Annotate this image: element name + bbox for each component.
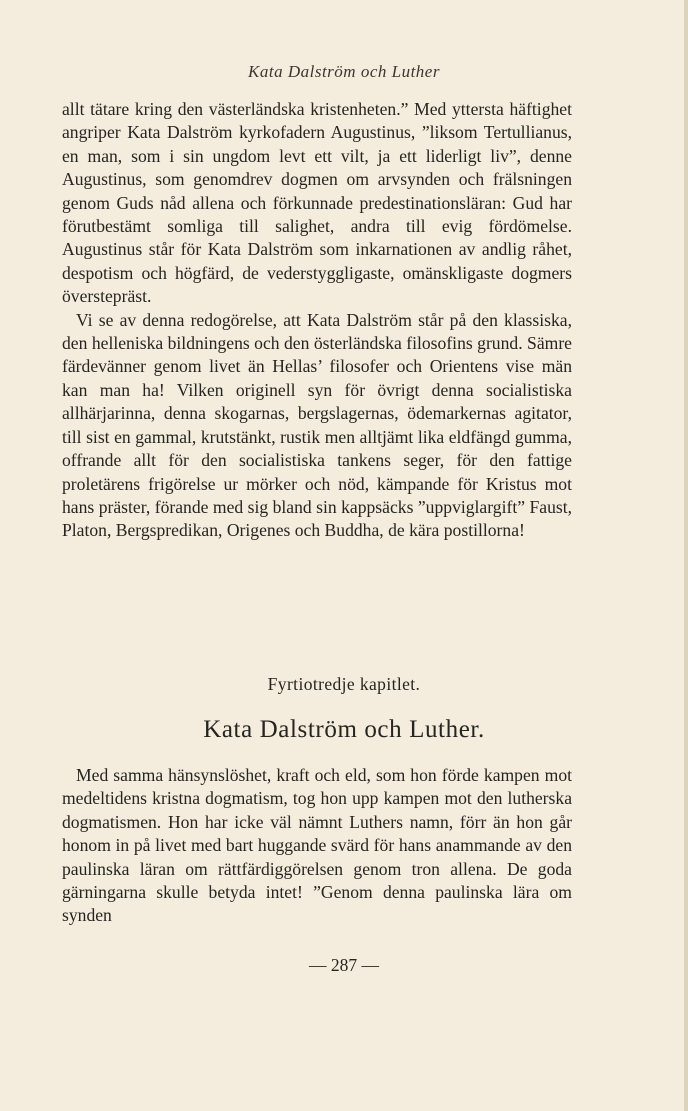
body-text-top <box>62 98 572 543</box>
page-number: — 287 — <box>309 955 379 975</box>
paragraph-chapter-1: Med samma hänsynslöshet, kraft och eld, som hon förde kampen mot medeltidens kristna dogmatism, tog hon upp kampen mot den lutherska dogmatismen. Hon har icke väl nämnt Luthers namn, förr än hon går honom in på livet med bart huggande svärd för hans anammande av den paulinska läran om rättfärdiggörelsen genom tron allena. De goda gärningarna skulle betyda intet! ”Genom denna paulinska lära om synden <box>62 765 572 926</box>
chapter-number: Fyrtiotredje kapitlet. <box>267 674 421 694</box>
running-head: Kata Dalström och Luther <box>248 62 440 81</box>
page-edge <box>684 0 688 1111</box>
body-text-chapter <box>62 764 572 928</box>
paragraph-2: Vi se av denna redogörelse, att Kata Dalström står på den klassiska, den helleniska bildningens och den österländska filosofins grund. Sämre färdevänner genom livet än Hellas’ filosofer och Orientens vise män kan man ha! Vilken originell syn för övrigt denna socialistiska allhärjarinna, denna skogarnas, bergslagernas, ödemarkernas agitator, till sist en gammal, krutstänkt, rustik men alltjämt lika eldfängd gumma, offrande allt för den socialistiska tankens seger, för den fattige proletärens frigörelse ur mörker och nöd, kämpande för Kristus mot hans präster, förande med sig bland sin kappsäcks ”uppviglargift” Faust, Platon, Bergspredikan, Origenes och Buddha, de kära postillorna! <box>62 309 572 541</box>
chapter-title: Kata Dalström och Luther. <box>203 716 485 743</box>
paragraph-1: allt tätare kring den västerländska kristenheten.” Med yttersta häftighet angriper Kata Dalström kyrkofadern Augustinus, ”liksom Tertullianus, en man, som i sin ungdom levt ett vilt, ja ett liderligt liv”, denne Augustinus, som genomdrev dogmen om arvsynden och frälsningen genom Guds nåd allena och förkunnade predestinationsläran: Gud har förutbestämt somliga till salighet, andra till evig fördömelse. Augustinus står för Kata Dalström som inkarnationen av andlig råhet, despotism och högfärd, de vederstyggligaste, omänskligaste dogmers överstepräst. <box>62 99 572 307</box>
